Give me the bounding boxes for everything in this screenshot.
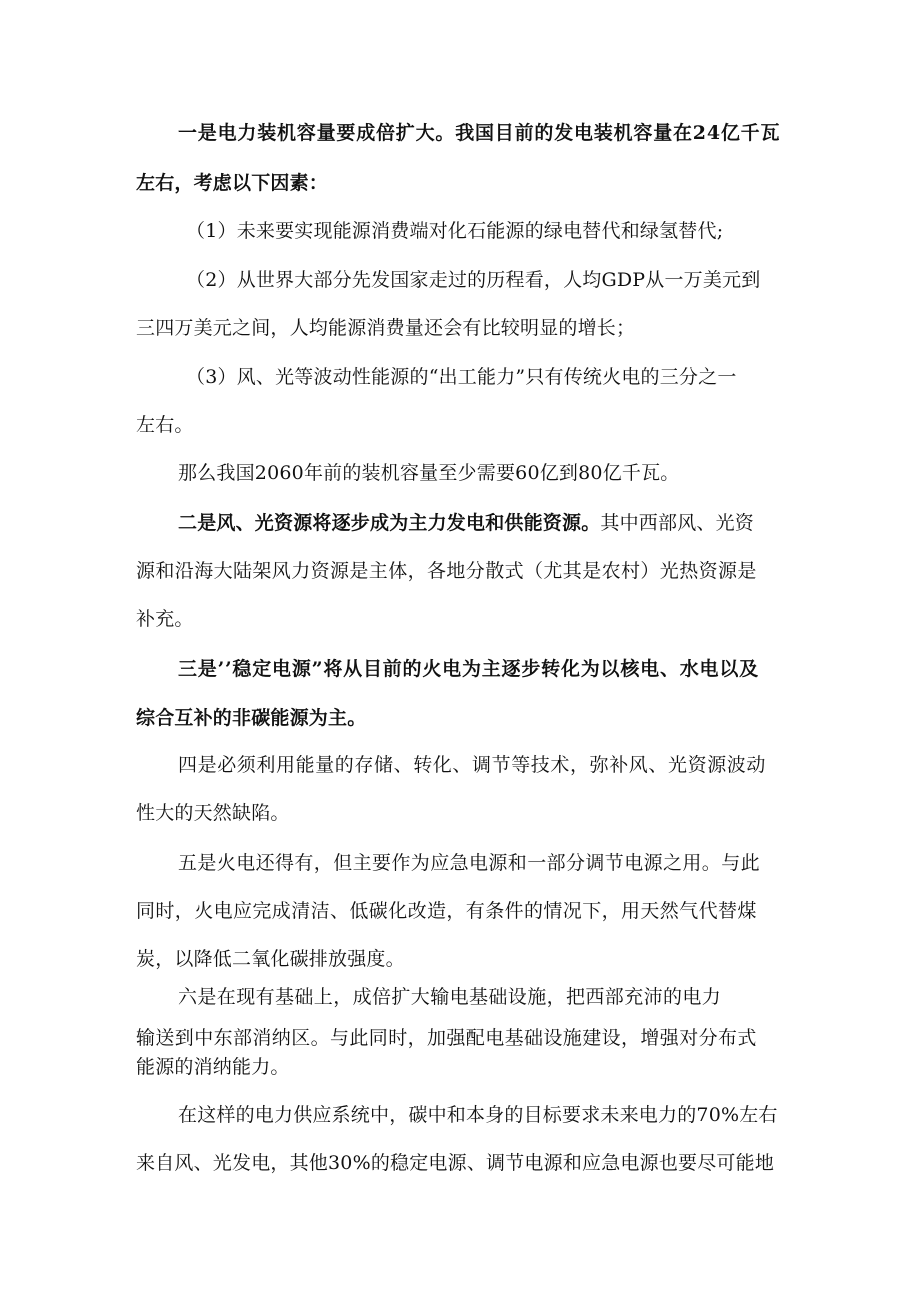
para-1-line-1: 一是电力装机容量要成倍扩大。我国目前的发电装机容量在24亿千瓦 [178, 122, 781, 144]
para-6-line-2: 输送到中东部消纳区。与此同时，加强配电基础设施建设，增强对分布式 [136, 1027, 757, 1049]
para-2-line-1 [178, 510, 754, 536]
para-3-line-2: 综合互补的非碳能源为主。 [136, 707, 367, 729]
para-5-line-2: 同时，火电应完成清洁、低碳化改造，有条件的情况下，用天然气代替煤 [136, 900, 757, 922]
para-1-line-2: 左右，考虑以下因素： [136, 172, 329, 194]
para-1-item-3-line-2: 左右。 [136, 414, 194, 436]
para-6-line-1: 六是在现有基础上，成倍扩大输电基础设施，把西部充沛的电力 [178, 986, 722, 1008]
para-1-conclusion: 那么我国2060年前的装机容量至少需要60亿到80亿千瓦。 [178, 462, 680, 484]
para-6-line-3: 能源的消纳能力。 [136, 1056, 290, 1078]
para-3-line-1: 三是’’稳定电源”将从目前的火电为主逐步转化为以核电、水电以及 [178, 658, 759, 680]
para-5-line-1: 五是火电还得有，但主要作为应急电源和一部分调节电源之用。与此 [178, 852, 761, 874]
para-2-lead: 二是风、光资源将逐步成为主力发电和供能资源。 [178, 512, 601, 534]
para-1-item-3-line-1: （3）风、光等波动性能源的“出工能力”只有传统火电的三分之一 [186, 366, 737, 388]
para-4-line-2: 性大的天然缺陷。 [136, 802, 290, 824]
para-7-line-1: 在这样的电力供应系统中，碳中和本身的目标要求未来电力的70%左右 [178, 1104, 778, 1126]
para-1-item-1: （1）未来要实现能源消费端对化石能源的绿电替代和绿氢替代; [186, 220, 724, 242]
para-1-item-2-line-1: （2）从世界大部分先发国家走过的历程看，人均GDP从一万美元到 [186, 269, 761, 291]
para-4-line-1: 四是必须利用能量的存储、转化、调节等技术，弥补风、光资源波动 [178, 754, 767, 776]
para-2-line-3: 补充。 [136, 608, 194, 630]
para-1-item-2-line-2: 三四万美元之间，人均能源消费量还会有比较明显的增长； [136, 317, 636, 339]
para-5-line-3: 炭，以降低二氧化碳排放强度。 [136, 948, 405, 970]
para-2-line-1-rest: 其中西部风、光资 [600, 512, 755, 534]
para-2-line-2: 源和沿海大陆架风力资源是主体，各地分散式（尤其是农村）光热资源是 [136, 560, 757, 582]
para-7-line-2: 来自风、光发电，其他30%的稳定电源、调节电源和应急电源也要尽可能地 [136, 1152, 775, 1174]
